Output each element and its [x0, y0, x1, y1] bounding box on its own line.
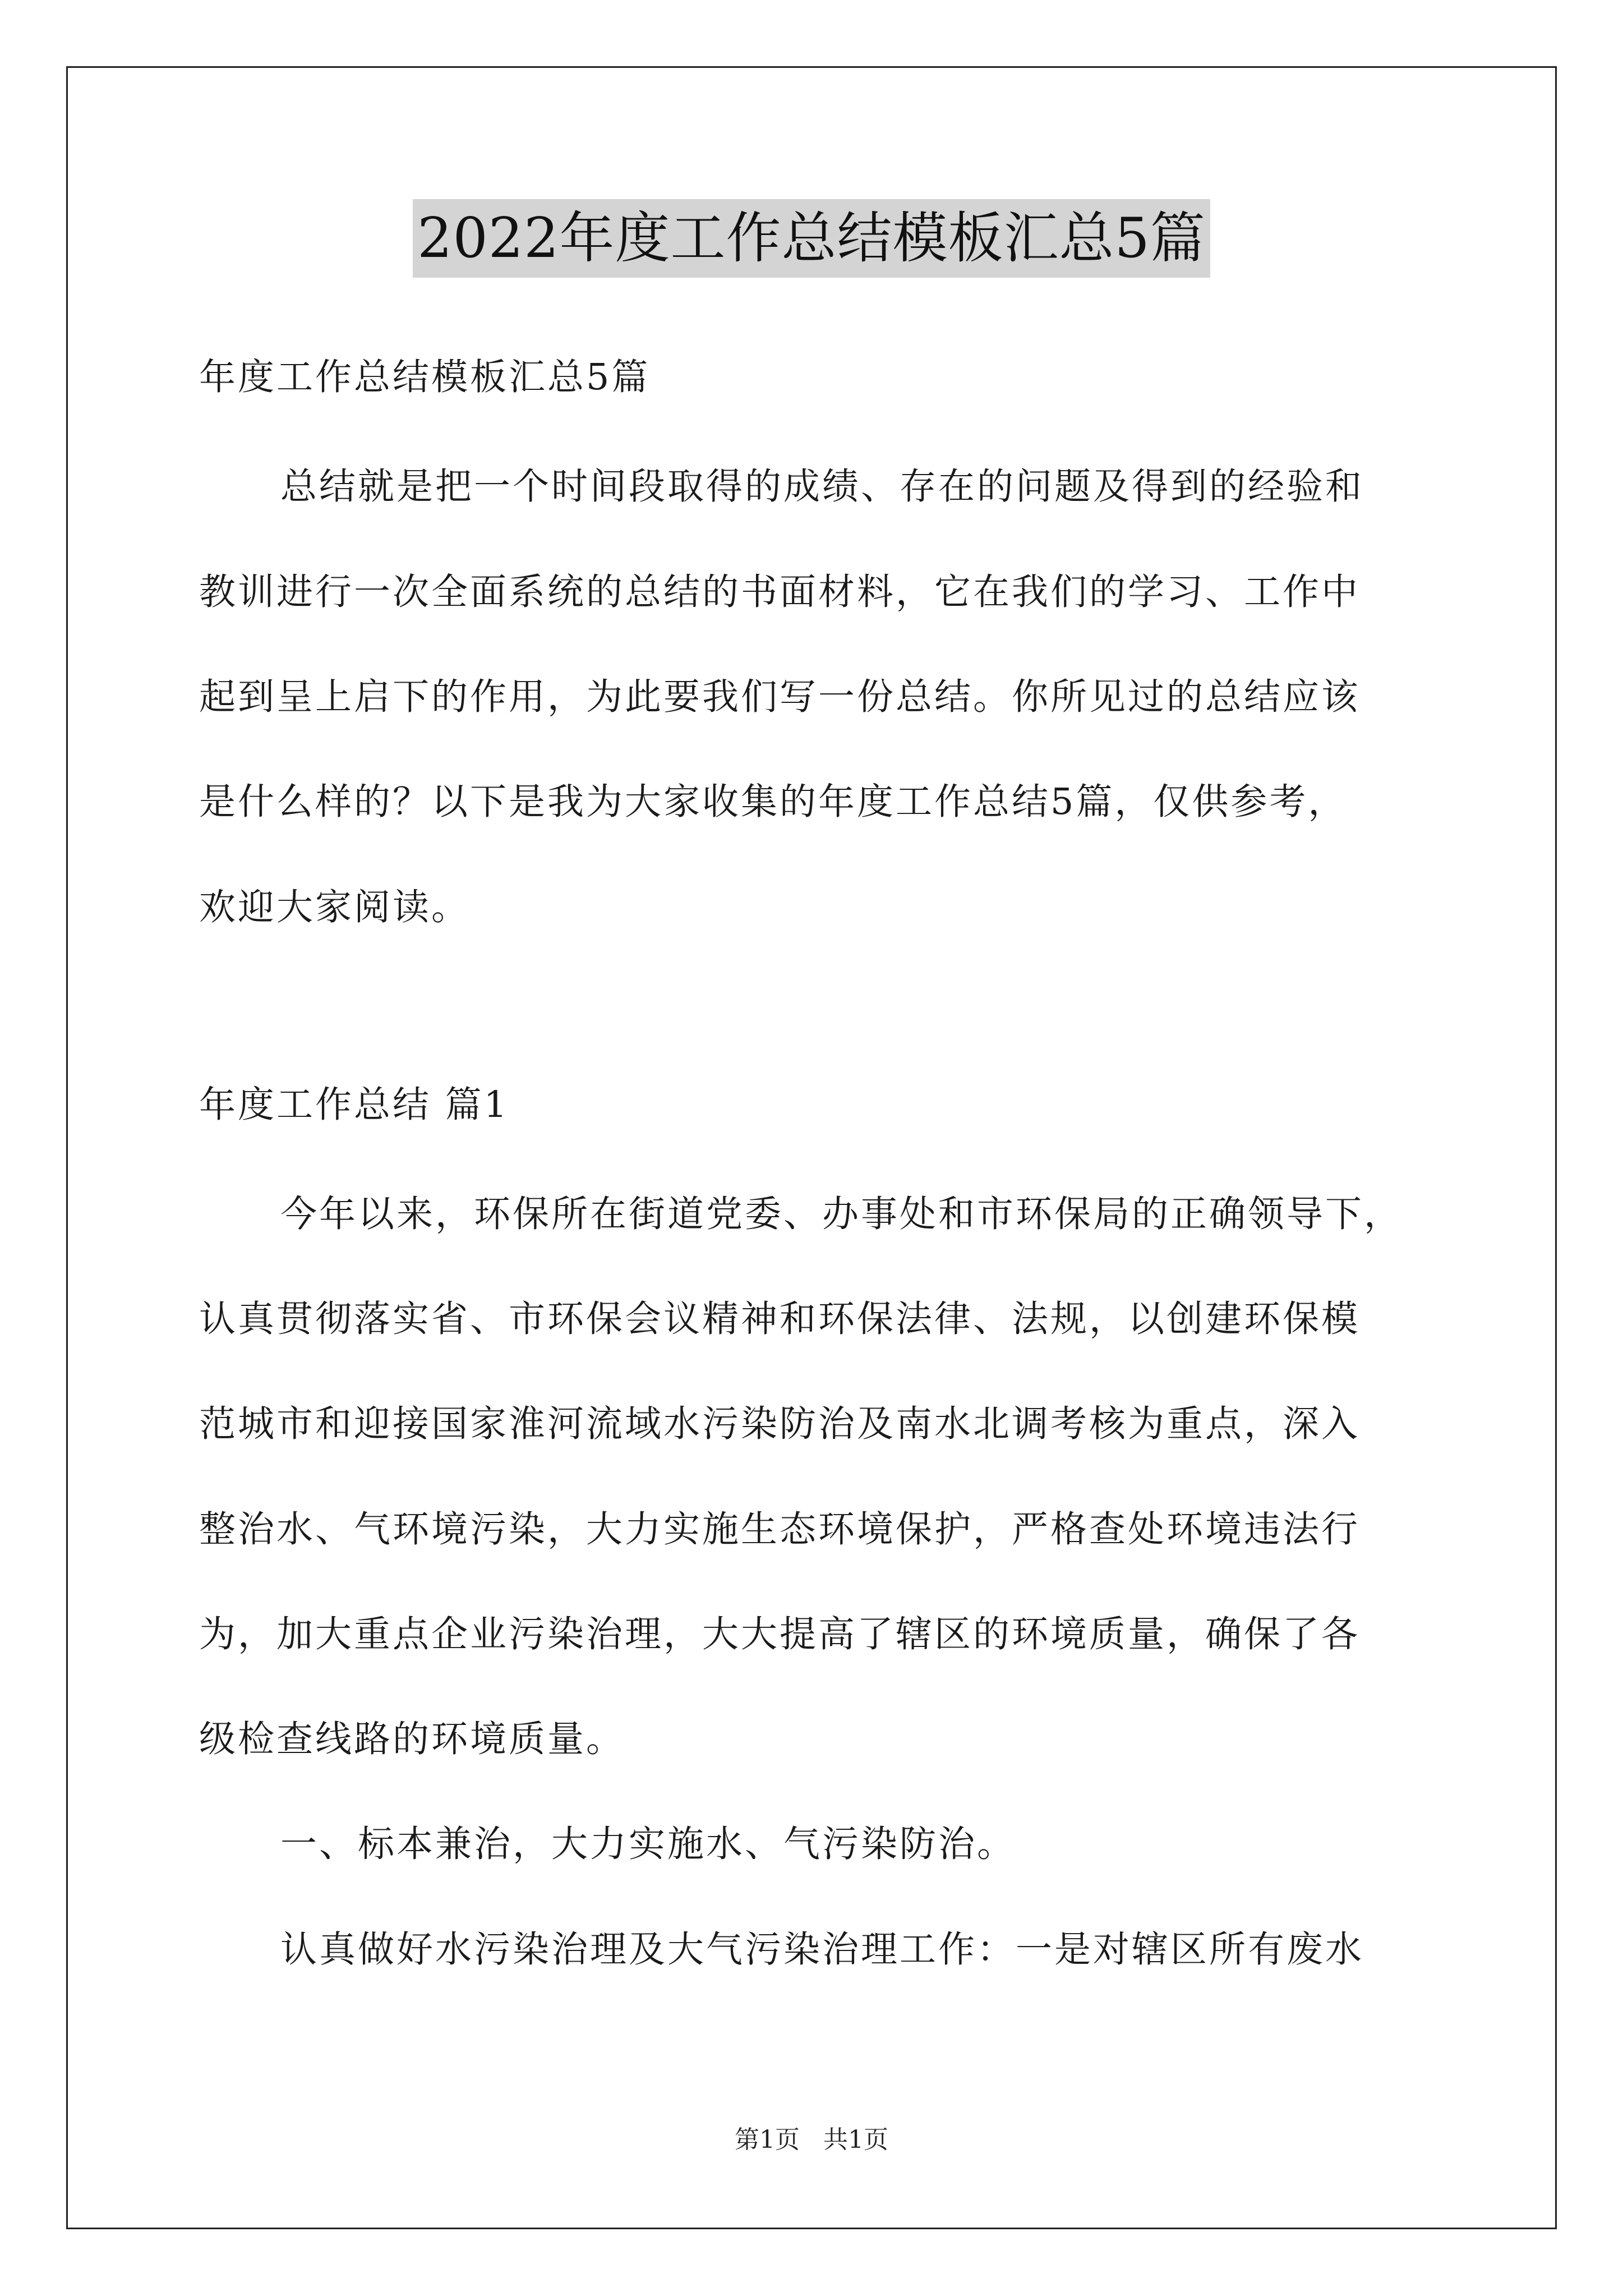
page-number: 第1页: [735, 2125, 800, 2154]
section-line: 级检查线路的环境质量。: [199, 1718, 625, 1760]
document-subtitle: 年度工作总结模板汇总5篇: [199, 356, 651, 398]
intro-line: 总结就是把一个时间段取得的成绩、存在的问题及得到的经验和: [280, 466, 1364, 508]
section-line: 范城市和迎接国家淮河流域水污染防治及南水北调考核为重点，深入: [199, 1403, 1361, 1445]
point-text: 认真做好水污染治理及大气污染治理工作：一是对辖区所有废水: [280, 1929, 1364, 1971]
title-container: [0, 199, 1623, 278]
page-total: 共1页: [823, 2125, 888, 2154]
intro-line: 教训进行一次全面系统的总结的书面材料，它在我们的学习、工作中: [199, 571, 1361, 613]
intro-line: 是什么样的？以下是我为大家收集的年度工作总结5篇，仅供参考，: [199, 781, 1347, 823]
intro-line: 起到呈上启下的作用，为此要我们写一份总结。你所见过的总结应该: [199, 676, 1361, 718]
section-line: 认真贯彻落实省、市环保会议精神和环保法律、法规，以创建环保模: [199, 1298, 1361, 1340]
section-line: 为，加大重点企业污染治理，大大提高了辖区的环境质量，确保了各: [199, 1613, 1361, 1655]
intro-line: 欢迎大家阅读。: [199, 886, 471, 928]
section-heading: 年度工作总结 篇1: [199, 1084, 510, 1126]
document-title: 2022年度工作总结模板汇总5篇: [413, 199, 1210, 278]
page-footer: [0, 2123, 1623, 2157]
section-line: 今年以来，环保所在街道党委、办事处和市环保局的正确领导下，: [280, 1193, 1403, 1235]
section-line: 整治水、气环境污染，大力实施生态环境保护，严格查处环境违法行: [199, 1508, 1361, 1550]
point-heading: 一、标本兼治，大力实施水、气污染防治。: [280, 1823, 1016, 1865]
